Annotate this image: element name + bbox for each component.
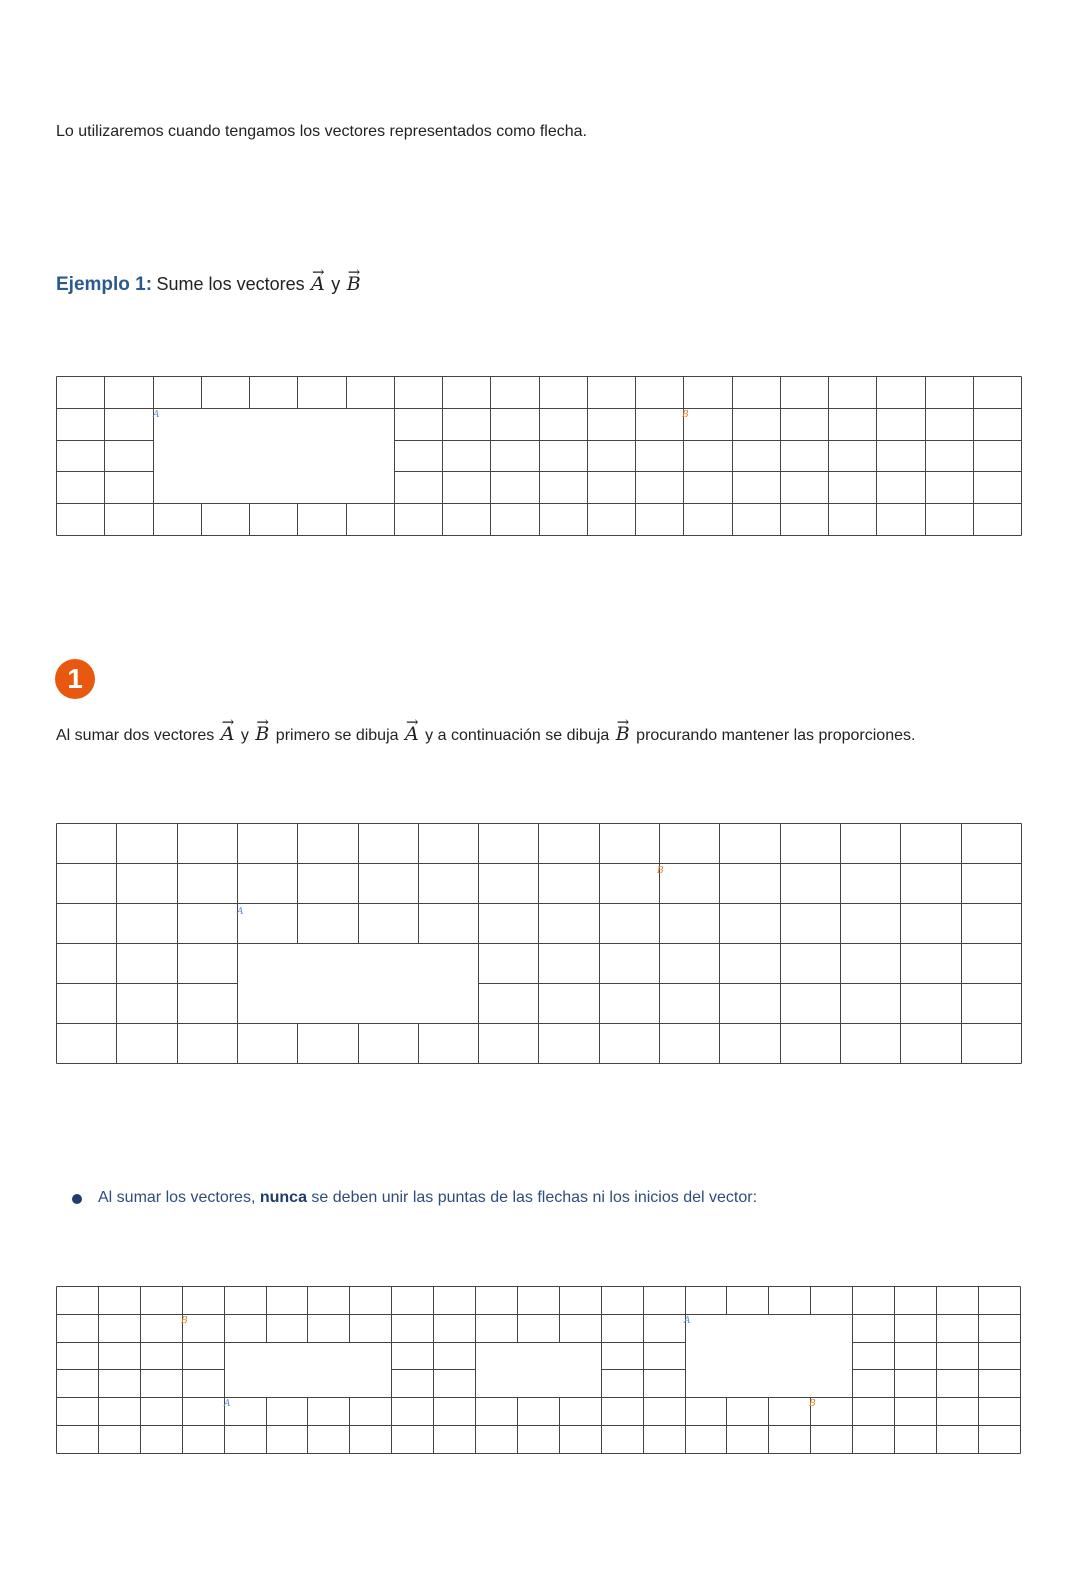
grid3-marker-b1: B bbox=[181, 1316, 188, 1326]
example-text: Sume los vectores bbox=[156, 274, 305, 294]
example-label: Ejemplo 1: bbox=[56, 274, 153, 295]
intro-text: Lo utilizaremos cuando tengamos los vectores representados como flecha. bbox=[56, 123, 587, 140]
grid1-marker-a: A bbox=[153, 410, 160, 420]
step-number-badge: 1 bbox=[55, 659, 95, 699]
grid3-marker-b2: B bbox=[809, 1399, 816, 1409]
grid-step-1 bbox=[56, 823, 1022, 1064]
vector-a-symbol: → A bbox=[403, 724, 421, 744]
vector-a-symbol: → A bbox=[219, 724, 237, 744]
vector-b-symbol: → B bbox=[345, 274, 363, 294]
grid1-marker-b: B bbox=[682, 410, 689, 420]
vector-b-symbol: → B bbox=[253, 724, 271, 744]
grid3-marker-a1: A bbox=[684, 1316, 691, 1326]
grid3-marker-a2: A bbox=[224, 1399, 231, 1409]
example-heading: Ejemplo 1: Sume los vectores → A y → B bbox=[56, 274, 363, 296]
vector-a-symbol: → A bbox=[309, 274, 327, 294]
grid2-marker-b: B bbox=[657, 866, 664, 876]
step-text: Al sumar dos vectores → A y → B primero se dibuja → A y a continuación se dibuja → B procurando mantener las proporciones. bbox=[56, 724, 915, 746]
grid-example-1 bbox=[56, 376, 1022, 536]
bullet-dot bbox=[72, 1194, 82, 1204]
grid2-marker-a: A bbox=[237, 907, 244, 917]
bullet-text: Al sumar los vectores, nunca se deben unir las puntas de las flechas ni los inicios del vector: bbox=[98, 1189, 758, 1206]
vector-b-symbol: → B bbox=[614, 724, 632, 744]
grid-bullet bbox=[56, 1286, 1022, 1454]
bullet-bold-word: nunca bbox=[259, 1189, 307, 1206]
